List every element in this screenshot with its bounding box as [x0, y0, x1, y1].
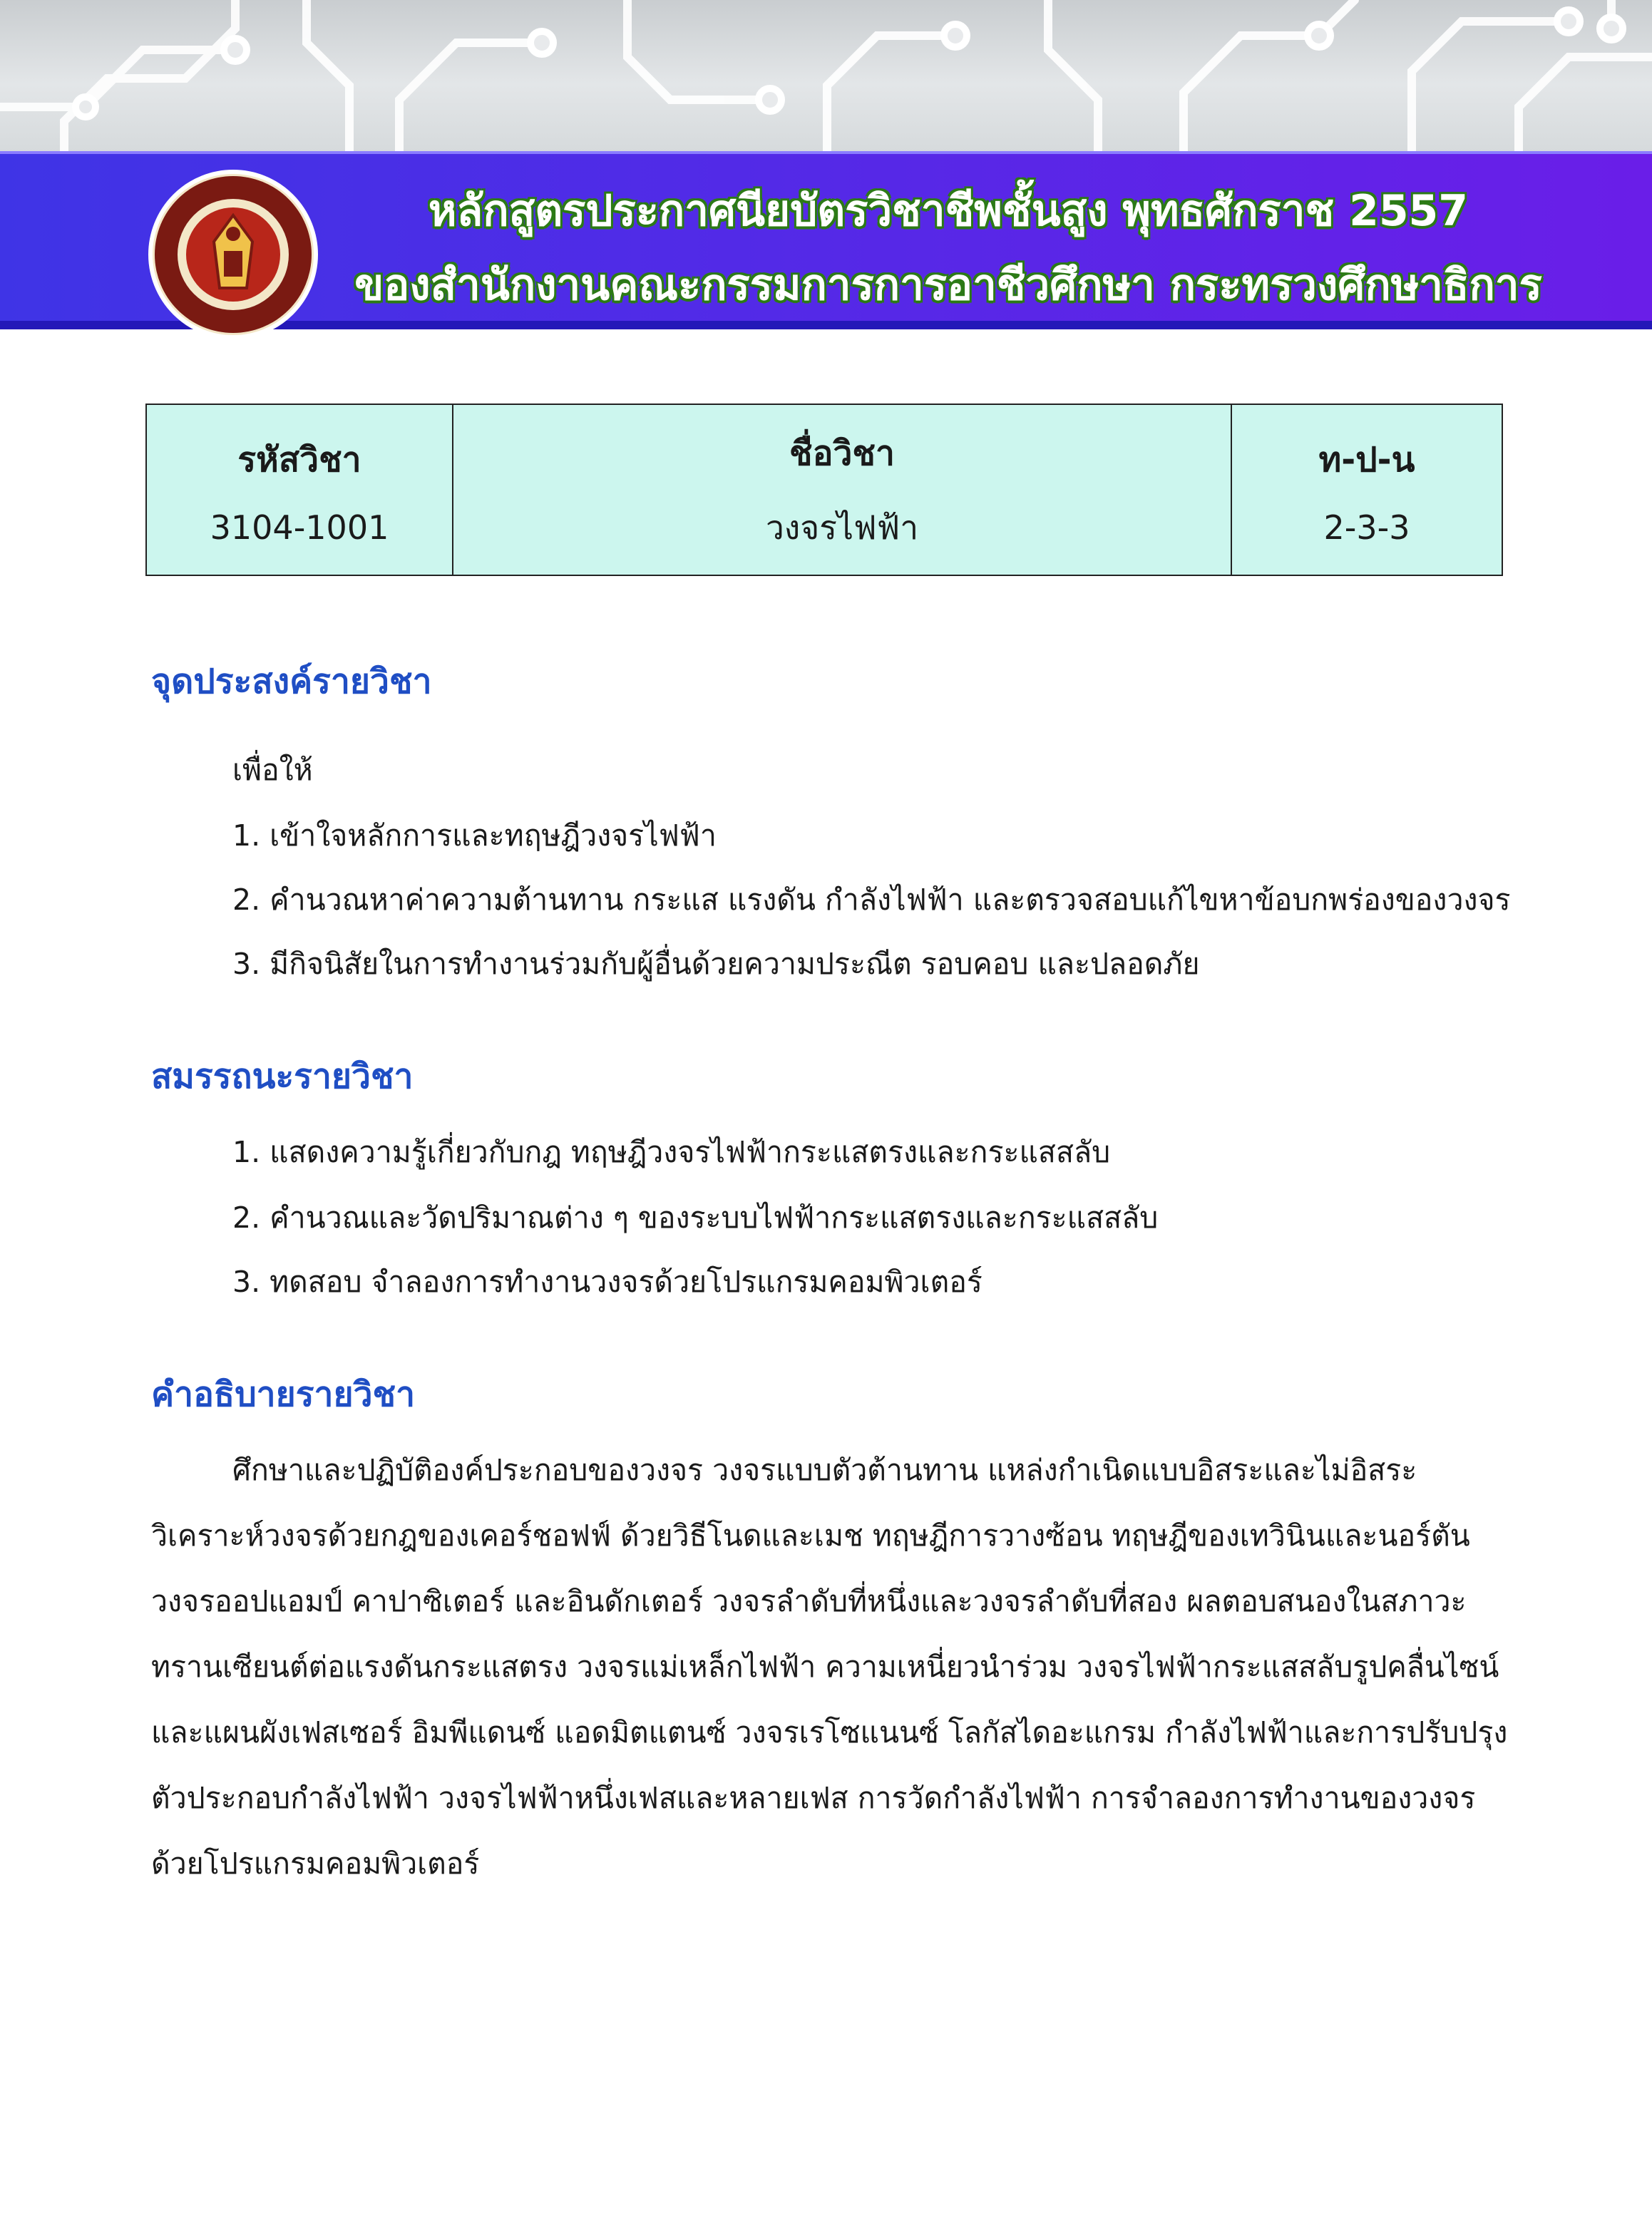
course-credits-label: ท-ป-น [1318, 440, 1415, 480]
course-credits-cell [1231, 404, 1502, 575]
objectives-heading: จุดประสงค์รายวิชา [151, 662, 432, 702]
list-item: 2. คำนวณและวัดปริมาณต่าง ๆ ของระบบไฟฟ้ากระแสตรงและกระแสสลับ [232, 1201, 1159, 1235]
list-item: 3. มีกิจนิสัยในการทำงานร่วมกับผู้อื่นด้วยความประณีต รอบคอบ และปลอดภัย [232, 947, 1200, 981]
list-item: 1. แสดงความรู้เกี่ยวกับกฎ ทฤษฎีวงจรไฟฟ้ากระแสตรงและกระแสสลับ [232, 1135, 1111, 1169]
circuit-lines-graphic [0, 0, 1652, 153]
course-code-cell [146, 404, 453, 575]
course-credits-value: 2-3-3 [1323, 508, 1410, 547]
description-line: ด้วยโปรแกรมคอมพิวเตอร์ [151, 1846, 480, 1881]
objectives-intro: เพื่อให้ [232, 753, 313, 787]
list-item: 3. ทดสอบ จำลองการทำงานวงจรด้วยโปรแกรมคอมพิวเตอร์ [232, 1265, 983, 1299]
course-code-value: 3104-1001 [210, 508, 389, 547]
description-line: ตัวประกอบกำลังไฟฟ้า วงจรไฟฟ้าหนึ่งเฟสและหลายเฟส การวัดกำลังไฟฟ้า การจำลองการทำงานของวงจร [151, 1781, 1476, 1815]
list-item: 2. คำนวณหาค่าความต้านทาน กระแส แรงดัน กำลังไฟฟ้า และตรวจสอบแก้ไขหาข้อบกพร่องของวงจร [232, 883, 1511, 917]
description-line: ศึกษาและปฏิบัติองค์ประกอบของวงจร วงจรแบบตัวต้านทาน แหล่งกำเนิดแบบอิสระและไม่อิสระ [232, 1453, 1417, 1487]
circuit-pattern-background [0, 0, 1652, 153]
course-name-value: วงจรไฟฟ้า [765, 508, 919, 547]
description-line: และแผนผังเฟสเซอร์ อิมพีแดนซ์ แอดมิตแตนซ์ วงจรเรโซแนนซ์ โลกัสไดอะแกรม กำลังไฟฟ้าและการปรับปรุง [151, 1715, 1508, 1750]
description-line: วงจรออปแอมป์ คาปาซิเตอร์ และอินดักเตอร์ วงจรลำดับที่หนึ่งและวงจรลำดับที่สอง ผลตอบสนองในสภาวะ [151, 1584, 1467, 1618]
course-info-table [145, 404, 1503, 576]
banner-title-line-1: หลักสูตรประกาศนียบัตรวิชาชีพชั้นสูง พุทธศักราช 2557 [428, 186, 1469, 236]
description-line: ทรานเซียนต์ต่อแรงดันกระแสตรง วงจรแม่เหล็กไฟฟ้า ความเหนี่ยวนำร่วม วงจรไฟฟ้ากระแสสลับรูปคลื่นไซน์ [151, 1650, 1499, 1684]
course-name-cell [453, 404, 1231, 575]
table-row [146, 404, 1502, 575]
course-code-label: รหัสวิชา [237, 440, 361, 480]
competencies-heading: สมรรถนะรายวิชา [151, 1057, 414, 1096]
logo [148, 170, 318, 339]
vocational-education-seal-icon [153, 174, 314, 335]
description-heading: คำอธิบายรายวิชา [151, 1375, 416, 1414]
list-item: 1. เข้าใจหลักการและทฤษฎีวงจรไฟฟ้า [232, 818, 717, 853]
banner-title-line-2: ของสำนักงานคณะกรรมการการอาชีวศึกษา กระทรวงศึกษาธิการ [354, 260, 1542, 310]
description-line: วิเคราะห์วงจรด้วยกฎของเคอร์ชอฟฟ์ ด้วยวิธีโนดและเมช ทฤษฎีการวางซ้อน ทฤษฎีของเทวินินและนอร์ตัน [151, 1519, 1470, 1553]
course-name-label: ชื่อวิชา [789, 433, 895, 473]
